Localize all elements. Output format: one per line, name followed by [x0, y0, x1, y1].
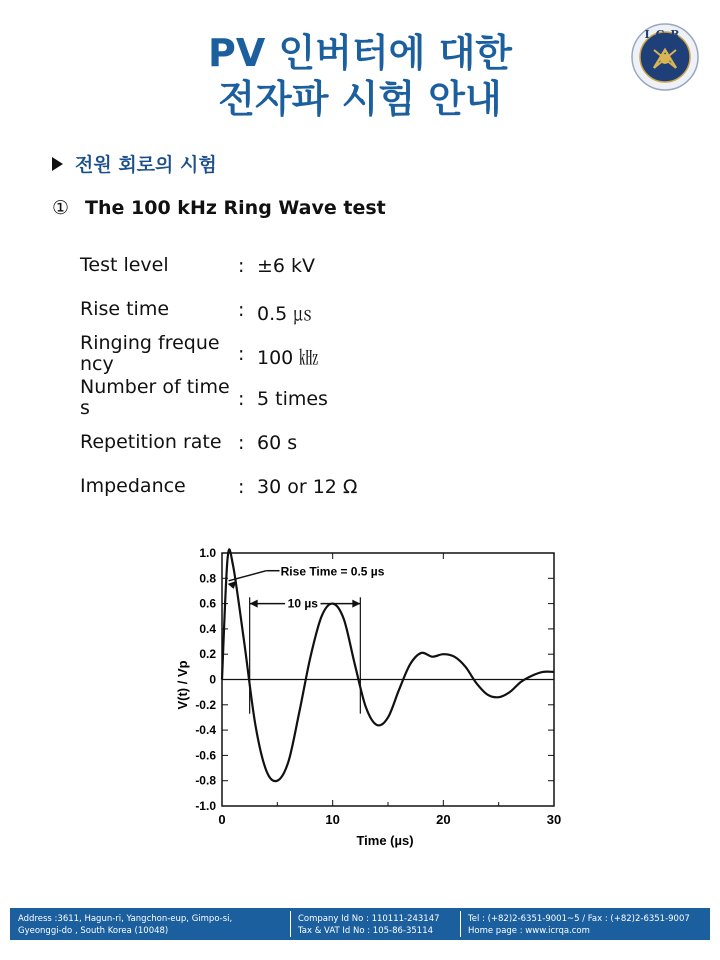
x-tick-label: 20: [436, 812, 451, 827]
param-label: Repetition rate: [80, 431, 222, 453]
y-tick-label: -1.0: [195, 799, 216, 813]
test-heading-label: The 100 kHz Ring Wave test: [85, 197, 386, 219]
param-label: Test level: [80, 254, 169, 276]
footer-divider: [460, 911, 461, 937]
param-value: 60 s: [257, 432, 298, 454]
x-tick-label: 10: [325, 812, 340, 827]
param-label: Ringing frequency: [80, 332, 220, 375]
y-axis-label: V(t) / Vp: [175, 660, 190, 710]
param-colon: :: [238, 476, 245, 498]
y-tick-label: 0.8: [199, 571, 216, 586]
ring-wave-chart: [160, 540, 580, 860]
test-heading: [52, 197, 386, 219]
param-value: 100 ㎑: [257, 347, 319, 369]
param-label: Number of times: [80, 376, 230, 419]
title-line-1: PV 인버터에 대한: [208, 31, 512, 75]
param-colon: :: [238, 343, 245, 365]
param-colon: :: [238, 388, 245, 410]
icr-logo: [630, 22, 700, 92]
period-annotation: 10 µs: [287, 596, 318, 611]
logo-text: ICR: [644, 28, 686, 41]
param-colon: :: [238, 255, 245, 277]
y-tick-label: 0.2: [199, 647, 216, 662]
param-colon: :: [238, 299, 245, 321]
triangle-bullet-icon: [52, 157, 63, 171]
y-tick-label: -0.4: [195, 723, 216, 738]
y-tick-label: 0.4: [199, 621, 216, 636]
footer-divider: [290, 911, 291, 937]
title-line-2: 전자파 시험 안내: [218, 77, 502, 121]
page-title: [0, 30, 720, 122]
footer-contact: [468, 913, 690, 937]
y-tick-label: -0.2: [195, 697, 216, 712]
param-value: ±6 kV: [257, 255, 316, 277]
x-tick-label: 30: [546, 812, 562, 827]
footer-company-line-2: Tax & VAT Id No : 105-86-35114: [298, 926, 434, 936]
footer-company: [298, 913, 440, 937]
footer-address: [18, 913, 232, 937]
circled-number: ①: [52, 197, 70, 219]
period-arrowhead: [352, 600, 360, 608]
param-value: 5 times: [257, 388, 328, 410]
y-tick-label: 0.6: [199, 596, 216, 611]
rise-time-annotation: Rise Time = 0.5 µs: [280, 564, 385, 579]
period-arrowhead: [250, 600, 258, 608]
param-value: 30 or 12 Ω: [257, 476, 358, 498]
footer-contact-line-1: Tel : (+82)2-6351-9001~5 / Fax : (+82)2-6351-9007: [468, 914, 690, 924]
footer-bar: [10, 908, 710, 940]
x-tick-label: 0: [218, 812, 226, 827]
param-colon: :: [238, 432, 245, 454]
y-tick-label: 1.0: [199, 546, 216, 560]
section-heading: [52, 150, 217, 177]
param-value: 0.5 ㎲: [257, 303, 313, 325]
x-axis-label: Time (µs): [356, 833, 414, 848]
param-label: Impedance: [80, 475, 186, 497]
y-tick-label: -0.6: [195, 748, 216, 763]
footer-contact-line-2: Home page : www.icrqa.com: [468, 926, 590, 936]
footer-address-line-1: Address :3611, Hagun-ri, Yangchon-eup, Gimpo-si,: [18, 914, 233, 924]
footer-address-line-2: Gyeonggi-do , South Korea (10048): [18, 926, 169, 936]
section-label: 전원 회로의 시험: [75, 154, 217, 176]
y-tick-label: 0: [209, 672, 216, 687]
series-line: [222, 549, 554, 781]
y-tick-label: -0.8: [195, 773, 216, 788]
param-label: Rise time: [80, 298, 170, 320]
footer-company-line-1: Company Id No : 110111-243147: [298, 914, 440, 924]
